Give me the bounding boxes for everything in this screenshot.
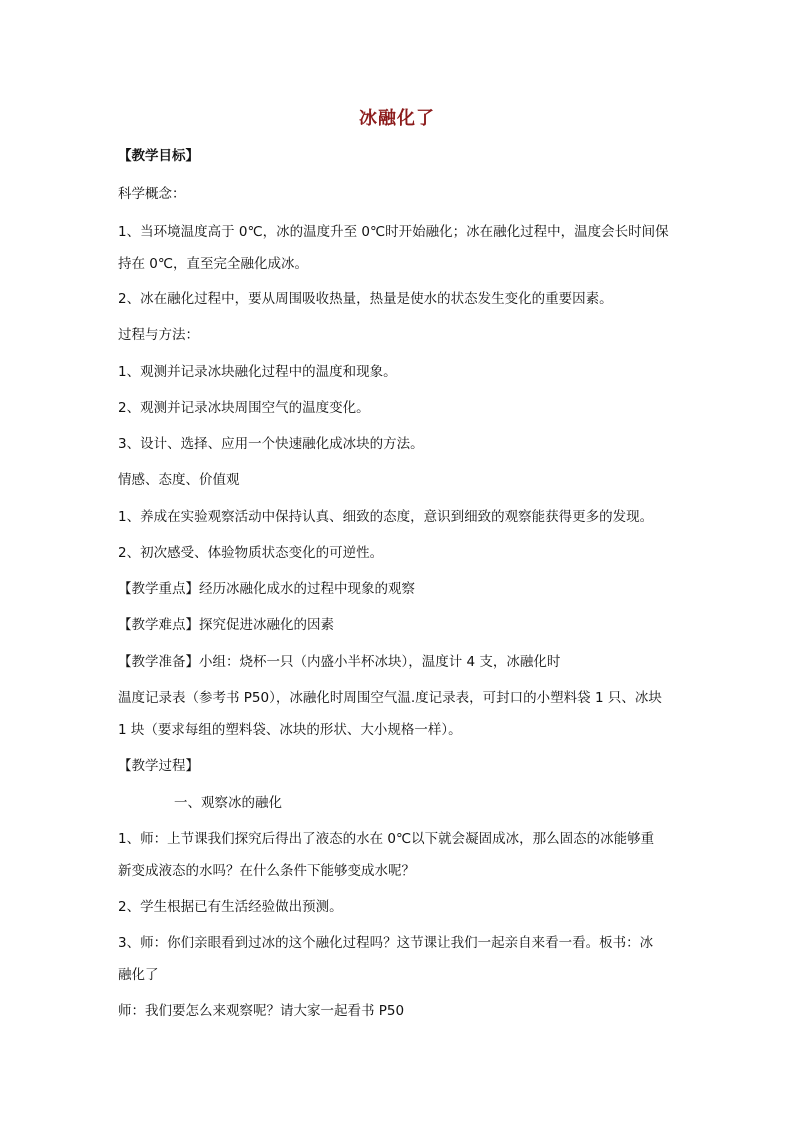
paragraph-line: 师：我们要怎么来观察呢？请大家一起看书 P50 [118, 1003, 405, 1019]
paragraph-line: 1、师：上节课我们探究后得出了液态的水在 0℃以下就会凝固成冰，那么固态的冰能够重 [118, 831, 655, 847]
section-difficulties: 【教学难点】探究促进冰融化的因素 [118, 617, 334, 633]
paragraph-line: 2、冰在融化过程中，要从周围吸收热量，热量是使水的状态发生变化的重要因素。 [118, 291, 613, 307]
paragraph-line: 融化了 [118, 967, 159, 983]
subheading-concepts: 科学概念： [118, 186, 186, 202]
paragraph-line: 1、当环境温度高于 0℃，冰的温度升至 0℃时开始融化；冰在融化过程中，温度会长时间保 [118, 224, 669, 240]
paragraph-line: 2、观测并记录冰块周围空气的温度变化。 [118, 400, 370, 416]
section-process: 【教学过程】 [118, 758, 199, 774]
section-key-points: 【教学重点】经历冰融化成水的过程中现象的观察 [118, 581, 415, 597]
subheading-attitudes: 情感、态度、价值观 [118, 472, 240, 488]
paragraph-line: 2、学生根据已有生活经验做出预测。 [118, 899, 343, 915]
paragraph-line: 新变成液态的水吗？在什么条件下能够变成水呢？ [118, 863, 415, 879]
section-heading-objectives: 【教学目标】 [118, 148, 199, 164]
subsection-observe-melting: 一、观察冰的融化 [174, 795, 282, 811]
document-title: 冰融化了 [359, 108, 435, 129]
section-preparation: 【教学准备】小组：烧杯一只（内盛小半杯冰块），温度计 4 支，冰融化时 [118, 654, 561, 670]
paragraph-line: 1 块（要求每组的塑料袋、冰块的形状、大小规格一样）。 [118, 722, 462, 738]
subheading-methods: 过程与方法： [118, 327, 199, 343]
paragraph-line: 1、养成在实验观察活动中保持认真、细致的态度，意识到细致的观察能获得更多的发现。 [118, 509, 654, 525]
paragraph-line: 1、观测并记录冰块融化过程中的温度和现象。 [118, 364, 397, 380]
paragraph-line: 3、师：你们亲眼看到过冰的这个融化过程吗？这节课让我们一起亲自来看一看。板书：冰 [118, 935, 654, 951]
paragraph-line: 2、初次感受、体验物质状态变化的可逆性。 [118, 545, 384, 561]
paragraph-line: 3、设计、选择、应用一个快速融化成冰块的方法。 [118, 436, 424, 452]
paragraph-line: 持在 0℃，直至完全融化成冰。 [118, 256, 309, 272]
paragraph-line: 温度记录表（参考书 P50），冰融化时周围空气温.度记录表，可封口的小塑料袋 1 只、冰块 [118, 690, 662, 706]
